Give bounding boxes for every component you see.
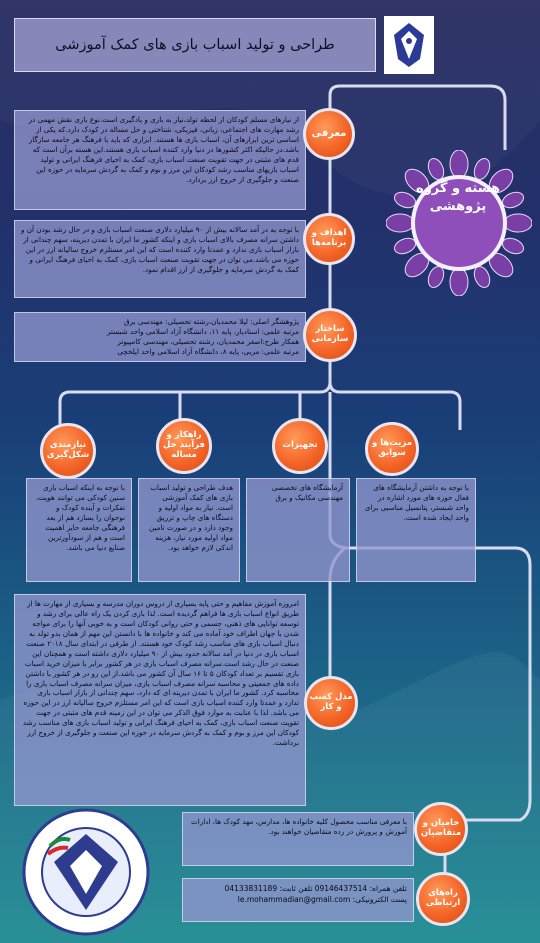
intro-bubble bbox=[303, 108, 355, 160]
solution-bubble bbox=[156, 418, 212, 474]
business-label: مدل کسب و کار bbox=[309, 692, 353, 712]
university-logo-icon bbox=[391, 21, 427, 69]
contact-bubble bbox=[416, 872, 470, 926]
needs-text: با توجه به اینکه اسباب بازی سنین کودکی می توانند هویت، تفکرات و آینده کودک و نوجوان را بسازد هم از بعد فرهنگی جامعه حایز اهمیت است و هم از سودآورترین صنایع دنیا می باشد. bbox=[35, 483, 125, 552]
business-bubble bbox=[304, 676, 358, 730]
page-title: طراحی و تولید اسباب بازی های کمک آموزشی bbox=[14, 18, 376, 72]
contact-email-label: پست الکترونیکی: bbox=[352, 895, 407, 905]
structure-label: ساختار سازمانی bbox=[311, 324, 349, 344]
advantages-label: مزیت‌ها و سوابق bbox=[371, 438, 413, 458]
solution-label: راهکار و فرآیند حل مساله bbox=[162, 430, 205, 460]
structure-line-3: همکار طرح:اصغر محمدیان، رشته تحصیلی، مهندسی کامپیوتر bbox=[117, 336, 299, 346]
equipment-text: آزمایشگاه های تخصصی مهندسی مکانیک و برق bbox=[271, 483, 343, 502]
equipment-bubble bbox=[272, 418, 328, 474]
contact-email[interactable]: le.mohammadian@gmail.com bbox=[237, 895, 351, 905]
intro-text: از نیازهای مسلم کودکان از لحظه تولد،نیاز به بازی و یادگیری است.نوع بازی نقش مهمی در رشد مهارت های اجتماعی، زبانی، فیزیکی، شناختی و حل مساله در کودک دارد.که یکی از اساسی ترین ابزارهای آن، اسباب بازی ها هستند. ابزاری که باید با فرهنگ هر جامعه سازگار باشد.در حالیکه اکثر کشورها در دنیا وارد کننده اسباب بازی هستند.این هسته برآن است که قدم های مثبتی در جهت تقویت صنعت اسباب بازی، کمک به احیای فرهنگ ایرانی و تولید اسباب بازیهای مناسب رشد کودکان این مرز و بوم و کمک به گردش سرمایه در حوزه این صنعت و جلوگیری از خروج ارز بردارد. bbox=[28, 115, 299, 184]
solution-panel bbox=[138, 478, 240, 582]
structure-line-1: پژوهشگر اصلی: لیلا محمدیان،رشته تحصیلی: مهندسی برق bbox=[123, 317, 299, 326]
badge-line-1: هسته و گروه bbox=[416, 181, 500, 196]
goals-label: اهداف و برنامه‌ها bbox=[311, 228, 347, 248]
sponsors-bubble bbox=[414, 802, 468, 856]
research-group-badge bbox=[408, 180, 508, 216]
structure-line-2: مرتبه علمی: استادیار، پایه ۱۱، دانشگاه آزاد اسلامی واحد شبستر bbox=[106, 326, 299, 336]
goals-bubble bbox=[303, 213, 355, 265]
structure-line-4: مرتبه علمی: مربی، پایه ۸، دانشگاه آزاد اسلامی واحد ایلخچی bbox=[117, 346, 299, 356]
needs-panel bbox=[26, 478, 132, 582]
badge-line-2: پژوهشی bbox=[429, 199, 487, 215]
contact-panel bbox=[182, 878, 414, 922]
business-panel bbox=[14, 594, 306, 806]
solution-text: هدف طراحی و تولید اسباب بازی های کمک آموزشی است. نیاز به مواد اولیه و دستگاه های چاپ و تزریق وجود دارد و در صورت تامین مواد اولیه مورد نیاز، هزینه اندکی لازم خواهد بود. bbox=[149, 483, 233, 552]
contact-email-row bbox=[189, 894, 407, 905]
advantages-bubble bbox=[365, 422, 419, 476]
equipment-panel bbox=[246, 478, 350, 582]
contact-phones: تلفن همراه: 09146437514 تلفن ثابت: 04133831189 bbox=[224, 884, 407, 893]
structure-panel bbox=[14, 312, 306, 362]
structure-bubble bbox=[303, 308, 357, 362]
needs-bubble bbox=[40, 423, 96, 479]
equipment-label: تجهیزات bbox=[282, 440, 318, 451]
intro-label: معرفی bbox=[311, 128, 347, 140]
university-seal-icon bbox=[20, 806, 152, 938]
business-text: امروزه آموزش مفاهیم و حتی پایه بسیاری از دروس دوران مدرسه و بسیاری از مهارت ها از طریق انواع اسباب بازی ها فراهم گردیده است. لذا بازی کردن یک راه عالی برای رشد و توسعه توانایی های ذهنی، جسمی و حتی روانی کودکان است و به خوبی آنها را برای مواجه شدن با جهان اطراف خود آماده می کند و خانواده ها با دانستن این مهم از همان بدو تولد به دنبال اسباب بازی های مناسب رشد کودک خود هستند. از طرفی در ابتدای سال ۲۰۱۸ صنعت اسباب بازی در دنیا در آمد سالانه حدود بیش از ۹۰ میلیارد دلاری داشته است و همچنان این صنعت در حال رشد است.سرانه مصرف اسباب بازی در هر کشور برابر با میزان خرید اسباب بازی تقسیم بر تعداد کودکان ۵ تا ۱۶ سال آن کشور می باشد.از این رو در هر کشور با داشتن داده های جمعیتی و محاسبه سرانه مصرف اسباب بازی، میزان سرانه مصرف اسباب بازی را محاسبه کرد. کشور ما ایران با تمدن دیرینه ای که دارد، سهم چندانی از بازار اسباب بازی ندارد و عمدتا وارد کننده اسباب بازی است که این امر مستلزم خروج سالیانه ارز در این حوزه می باشد. لذا با عنایت به موارد فوق الذکر می توان در این زمینه قدم های مثبتی در جهت تقویت صنعت اسباب بازی، کمک به احیای فرهنگ ایرانی و تولید اسباب بازی های مناسب رشد کودکان این مرز و بوم و کمک به گردش سرمایه در حوزه این صنعت و جلوگیری از خروج ارز برداشت. bbox=[22, 599, 299, 748]
goals-text: با توجه به در آمد سالانه بیش از ۹۰ میلیارد دلاری صنعت اسباب بازی و در حال رشد بودن آن و داشتن سرانه مصرف بالای اسباب بازی و اینکه کشور ما ایران با تمدن دیرینه، سهم چندانی از بازار اسباب بازی ندارد و عمدتا وارد کننده است که این امر مستلزم خروج سالیانه ارز در این حوزه می باشد.می توان در جهت تقویت صنعت اسباب بازی، کمک به احیای فرهنگ ایرانی و کمک به گردش سرمایه و جلوگیری از ارز اقدام نمود. bbox=[20, 225, 299, 274]
sponsors-text: با معرفی مناسب محصول کلیه خانواده ها، مدارس، مهد کودک ها، ادارات آموزش و پرورش در رده متقاضیان خواهند بود. bbox=[190, 817, 407, 836]
goals-panel bbox=[14, 220, 306, 298]
advantages-panel bbox=[356, 478, 476, 582]
university-logo bbox=[384, 16, 434, 74]
research-group-flower bbox=[386, 150, 532, 296]
intro-panel bbox=[14, 110, 306, 210]
sponsors-label: حامیان و متقاضیان bbox=[420, 818, 462, 838]
needs-label: نیازمندی شکل‌گیری bbox=[46, 440, 90, 460]
advantages-text: با توجه به داشتن آزمایشگاه های فعال حوزه های مورد اشاره در واحد شبستر، پتانسیل مناسبی برای واحد ایجاد شده است. bbox=[364, 483, 469, 522]
contact-label: راه‌های ارتباطی bbox=[425, 888, 461, 908]
sponsors-panel bbox=[182, 812, 414, 866]
